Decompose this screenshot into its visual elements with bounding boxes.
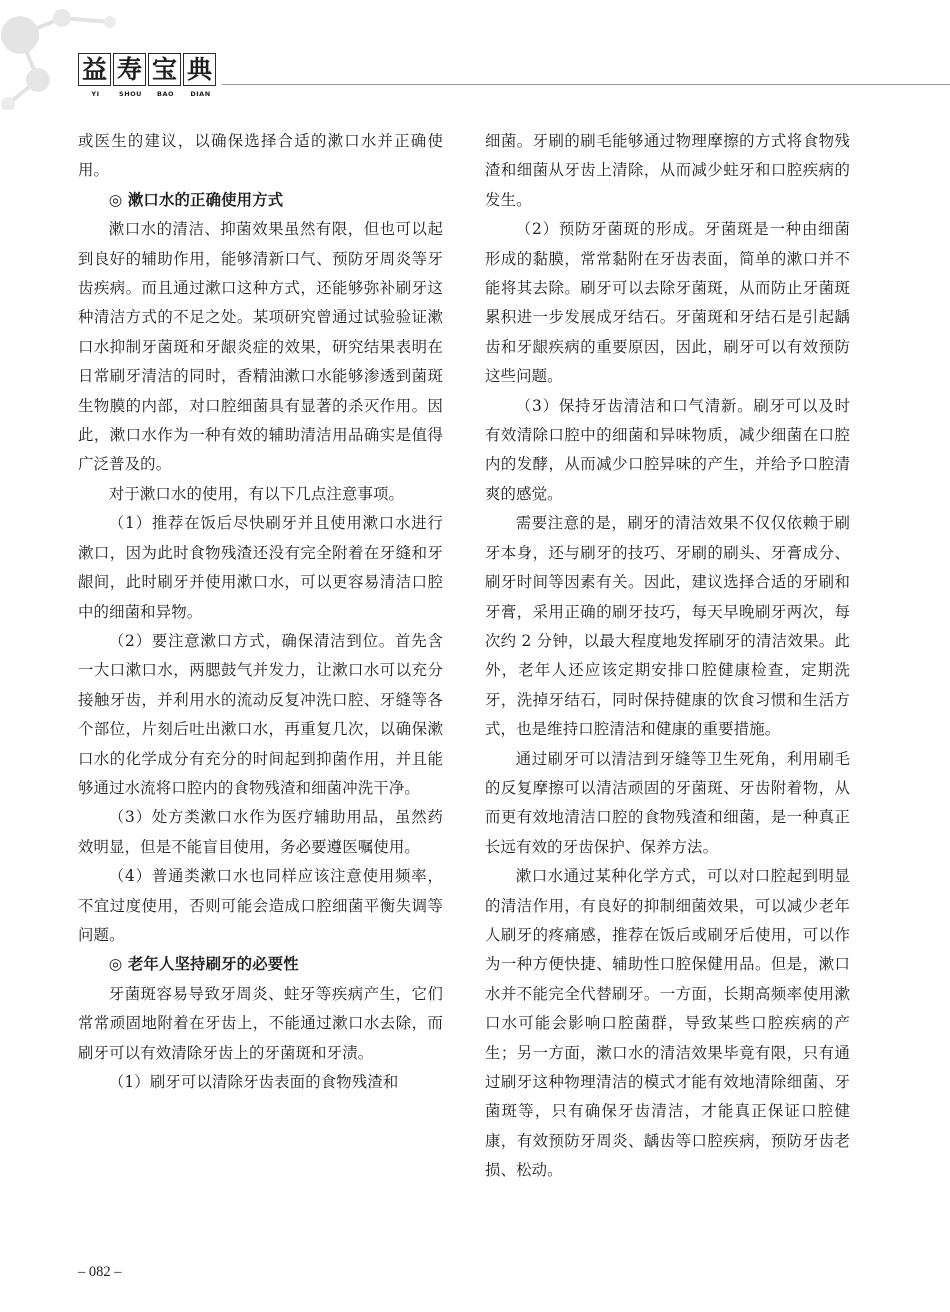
paragraph: （2）要注意漱口方式，确保清洁到位。首先含一大口漱口水，两腮鼓气并发力，让漱口水可以充分接触牙齿，并利用水的流动反复冲洗口腔、牙缝等各个部位，片刻后吐出漱口水，再重复几次，以确保漱口水的化学成分有充分的时间起到抑菌作用，并且能够通过水流将口腔内的食物残渣和细菌冲洗干净。	[78, 631, 443, 797]
logo-char: 寿	[113, 53, 146, 86]
paragraph: （3）保持牙齿清洁和口气清新。刷牙可以及时有效清除口腔中的细菌和异味物质，减少细菌在口腔内的发酵，从而减少口腔异味的产生，并给予口腔清爽的感觉。	[485, 396, 850, 503]
page-number: – 082 –	[78, 1264, 122, 1280]
section-heading: ◎ 漱口水的正确使用方式	[108, 190, 284, 209]
paragraph: 细菌。牙刷的刷毛能够通过物理摩擦的方式将食物残渣和细菌从牙齿上清除，从而减少蛀牙和口腔疾病的发生。	[485, 132, 850, 209]
book-logo	[78, 53, 218, 98]
logo-pinyin: DIAN	[190, 90, 211, 98]
paragraph: （1）刷牙可以清除牙齿表面的食物残渣和	[108, 1073, 399, 1091]
paragraph: （1）推荐在饭后尽快刷牙并且使用漱口水进行漱口，因为此时食物残渣还没有完全附着在牙缝和牙龈间，此时刷牙并使用漱口水，可以更容易清洁口腔中的细菌和异物。	[78, 514, 443, 621]
paragraph: 漱口水通过某种化学方式，可以对口腔起到明显的清洁作用，有良好的抑制细菌效果，可以减少老年人刷牙的疼痛感，推荐在饭后或刷牙后使用，可以作为一种方便快捷、辅助性口腔保健用品。但是，漱口水并不能完全代替刷牙。一方面，长期高频率使用漱口水可能会影响口腔菌群，导致某些口腔疾病的产生；另一方面，漱口水的清洁效果毕竟有限，只有通过刷牙这种物理清洁的模式才能有效地清除细菌、牙菌斑等，只有确保牙齿清洁，才能真正保证口腔健康，有效预防牙周炎、龋齿等口腔疾病，预防牙齿老损、松动。	[485, 867, 850, 1180]
paragraph: 漱口水的清洁、抑菌效果虽然有限，但也可以起到良好的辅助作用，能够清新口气、预防牙周炎等牙齿疾病。而且通过漱口这种方式，还能够弥补刷牙这种清洁方式的不足之处。某项研究曾通过试验验证漱口水抑制牙菌斑和牙龈炎症的效果，研究结果表明在日常刷牙清洁的同时，香精油漱口水能够渗透到菌斑生物膜的内部，对口腔细菌具有显著的杀灭作用。因此，漱口水作为一种有效的辅助清洁用品确实是值得广泛普及的。	[78, 220, 443, 474]
logo-pinyin: SHOU	[119, 90, 142, 98]
left-column	[78, 127, 443, 1097]
logo-char: 宝	[148, 53, 181, 86]
logo-pinyin: YI	[91, 90, 100, 98]
paragraph: （4）普通类漱口水也同样应该注意使用频率，不宜过度使用，否则可能会造成口腔细菌平衡失调等问题。	[78, 867, 443, 944]
paragraph: 牙菌斑容易导致牙周炎、蛀牙等疾病产生，它们常常顽固地附着在牙齿上，不能通过漱口水去除，而刷牙可以有效清除牙齿上的牙菌斑和牙渍。	[78, 984, 443, 1062]
paragraph: 需要注意的是，刷牙的清洁效果不仅仅依赖于刷牙本身，还与刷牙的技巧、牙刷的刷头、牙膏成分、刷牙时间等因素有关。因此，建议选择合适的牙刷和牙膏，采用正确的刷牙技巧，每天早晚刷牙两次，每次约 2 分钟，以最大程度地发挥刷牙的清洁效果。此外，老年人还应该定期安排口腔健康检查，定期洗牙，洗掉牙结石，同时保持健康的饮食习惯和生活方式，也是维持口腔清洁和健康的重要措施。	[485, 514, 850, 739]
paragraph: （2）预防牙菌斑的形成。牙菌斑是一种由细菌形成的黏膜，常常黏附在牙齿表面，简单的漱口并不能将其去除。刷牙可以去除牙菌斑，从而防止牙菌斑累积进一步发展成牙结石。牙菌斑和牙结石是引起龋齿和牙龈疾病的重要原因，因此，刷牙可以有效预防这些问题。	[485, 220, 850, 386]
logo-char: 益	[78, 53, 111, 86]
paragraph: 通过刷牙可以清洁到牙缝等卫生死角，利用刷毛的反复摩擦可以清洁顽固的牙菌斑、牙齿附着物，从而更有效地清洁口腔的食物残渣和细菌，是一种真正长远有效的牙齿保护、保养方法。	[485, 749, 850, 856]
header-rule	[222, 84, 950, 85]
logo-char: 典	[183, 53, 216, 86]
section-heading: ◎ 老年人坚持刷牙的必要性	[108, 955, 299, 974]
paragraph: 对于漱口水的使用，有以下几点注意事项。	[108, 484, 405, 503]
paragraph: 或医生的建议，以确保选择合适的漱口水并正确使用。	[78, 132, 443, 180]
right-column	[485, 127, 850, 1186]
logo-pinyin: BAO	[156, 90, 174, 98]
paragraph: （3）处方类漱口水作为医疗辅助用品，虽然药效明显，但是不能盲目使用，务必要遵医嘱使用。	[78, 808, 443, 856]
